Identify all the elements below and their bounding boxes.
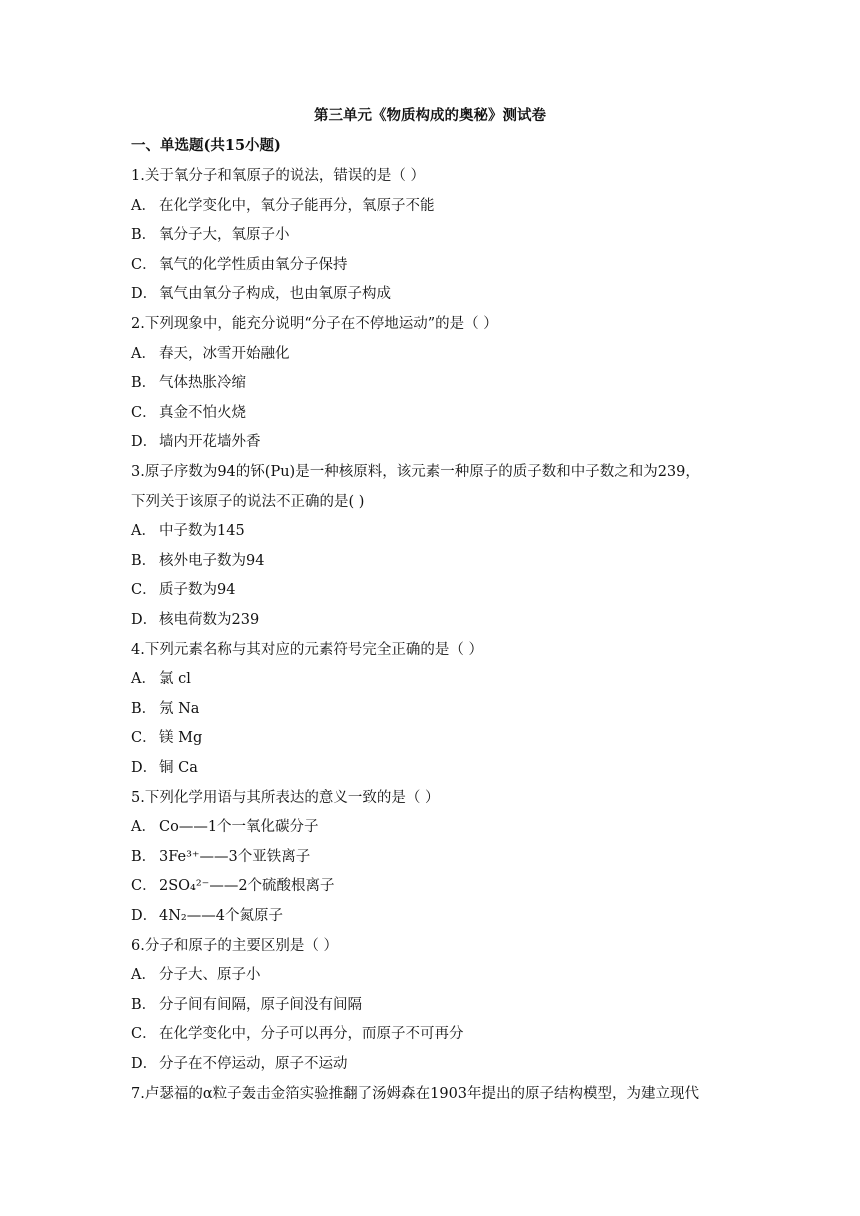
option-letter: D． [131, 434, 158, 450]
option-letter: C． [131, 878, 157, 894]
answer-option [131, 194, 435, 215]
answer-option [131, 697, 199, 718]
option-text: 中子数为145 [159, 523, 245, 539]
answer-option [131, 519, 245, 540]
option-letter: C． [131, 405, 157, 421]
answer-option [131, 815, 319, 836]
question-stem: 下列关于该原子的说法不正确的是( ) [131, 494, 365, 510]
option-text: 在化学变化中，分子可以再分，而原子不可再分 [159, 1026, 464, 1042]
question-stem: 3.原子序数为94的钚(Pu)是一种核原料，该元素一种原子的质子数和中子数之和为239， [131, 464, 700, 480]
option-text: 氧气的化学性质由氧分子保持 [159, 257, 348, 273]
option-letter: B． [131, 375, 157, 391]
question-stem: 2.下列现象中，能充分说明“分子在不停地运动”的是（ ） [131, 316, 498, 332]
option-text: 氖 Na [159, 701, 200, 717]
option-text: 核电荷数为239 [159, 612, 260, 628]
option-letter: C． [131, 1026, 157, 1042]
option-letter: B． [131, 227, 157, 243]
answer-option [131, 253, 348, 274]
option-letter: B． [131, 997, 157, 1013]
option-text: 气体热胀冷缩 [159, 375, 246, 391]
answer-option [131, 223, 290, 244]
option-text: 春天，冰雪开始融化 [159, 346, 290, 362]
option-text: 质子数为94 [159, 582, 236, 598]
option-text: 铜 Ca [159, 760, 198, 776]
option-text: 分子大、原子小 [159, 967, 261, 983]
answer-option [131, 845, 310, 866]
option-letter: D． [131, 612, 158, 628]
answer-option [131, 904, 283, 925]
option-letter: A． [131, 819, 156, 835]
page-title: 第三单元《物质构成的奥秘》测试卷 [314, 107, 546, 124]
option-letter: A． [131, 198, 156, 214]
option-letter: B． [131, 553, 157, 569]
option-text: 分子间有间隔，原子间没有间隔 [159, 997, 362, 1013]
option-text: 氯 cl [159, 671, 191, 687]
option-text: 氧分子大，氧原子小 [159, 227, 290, 243]
option-text: 镁 Mg [159, 730, 203, 746]
option-letter: D． [131, 286, 158, 302]
answer-option [131, 963, 261, 984]
answer-option [131, 874, 335, 895]
answer-option [131, 726, 202, 747]
answer-option [131, 342, 290, 363]
option-text: 分子在不停运动，原子不运动 [159, 1056, 348, 1072]
option-text: 墙内开花墙外香 [159, 434, 261, 450]
answer-option [131, 578, 235, 599]
question-stem: 1.关于氧分子和氧原子的说法，错误的是（ ） [131, 168, 425, 184]
option-letter: A． [131, 967, 156, 983]
answer-option [131, 430, 261, 451]
question-stem: 7.卢瑟福的α粒子轰击金箔实验推翻了汤姆森在1903年提出的原子结构模型，为建立现代 [131, 1086, 700, 1102]
option-letter: C． [131, 730, 157, 746]
option-text: Co——1个一氧化碳分子 [159, 819, 319, 835]
option-letter: A． [131, 671, 156, 687]
answer-option [131, 608, 259, 629]
option-text: 4N₂——4个氮原子 [159, 908, 283, 924]
question-stem: 6.分子和原子的主要区别是（ ） [131, 938, 338, 954]
option-text: 在化学变化中，氧分子能再分，氧原子不能 [159, 198, 435, 214]
answer-option [131, 667, 191, 688]
answer-option [131, 1022, 464, 1043]
question-stem: 5.下列化学用语与其所表达的意义一致的是（ ） [131, 790, 440, 806]
option-text: 3Fe³⁺——3个亚铁离子 [159, 849, 311, 865]
option-text: 真金不怕火烧 [159, 405, 246, 421]
answer-option [131, 756, 198, 777]
answer-option [131, 401, 246, 422]
option-letter: C． [131, 257, 157, 273]
section-heading: 一、单选题(共15小题) [131, 137, 281, 154]
answer-option [131, 549, 264, 570]
option-text: 氧气由氧分子构成，也由氧原子构成 [159, 286, 391, 302]
answer-option [131, 1052, 348, 1073]
option-letter: D． [131, 760, 158, 776]
option-letter: B． [131, 849, 157, 865]
answer-option [131, 282, 391, 303]
option-text: 2SO₄²⁻——2个硫酸根离子 [159, 878, 335, 894]
option-letter: C． [131, 582, 157, 598]
option-letter: A． [131, 346, 156, 362]
option-letter: A． [131, 523, 156, 539]
option-letter: D． [131, 1056, 158, 1072]
option-letter: B． [131, 701, 157, 717]
answer-option [131, 371, 246, 392]
option-letter: D． [131, 908, 158, 924]
question-stem: 4.下列元素名称与其对应的元素符号完全正确的是（ ） [131, 642, 483, 658]
answer-option [131, 993, 362, 1014]
option-text: 核外电子数为94 [159, 553, 265, 569]
